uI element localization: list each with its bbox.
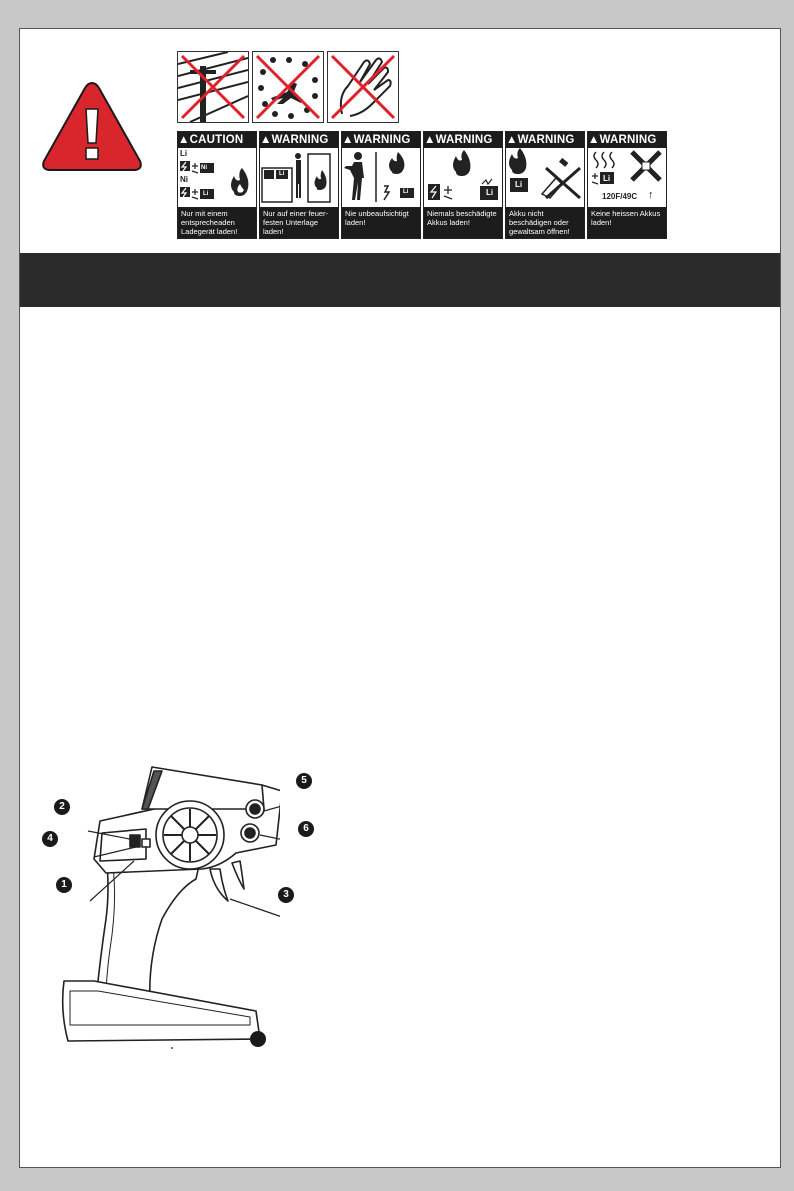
charger-pictogram [178,148,256,206]
callout-blank [250,1031,266,1047]
li-label: Li [180,149,188,158]
warning-triangle-icon: ▲ [588,134,600,146]
damaged-battery-pictogram [424,148,502,206]
warning-card-damaged-battery [423,131,503,239]
temperature-label: 120F/49C [602,192,638,201]
manual-page [19,28,781,1168]
li-label: Li [603,174,611,183]
warning-card-fireproof-surface [259,131,339,239]
alert-triangle-icon [40,79,144,175]
fireproof-pictogram [260,148,338,206]
warning-card-unattended [341,131,421,239]
warning-triangle-icon: ▲ [260,134,272,146]
card-header: WARNING [517,134,575,146]
warning-triangle-icon: ▲ [506,134,518,146]
warning-triangle-icon: ▲ [178,134,190,146]
section-banner [20,253,780,307]
li-label: Li [403,189,409,195]
card-header: WARNING [271,134,329,146]
do-not-open-pictogram [506,148,584,206]
callout-2: 2 [54,799,70,815]
hot-battery-pictogram [588,148,666,206]
card-header: WARNING [599,134,657,146]
callout-6: 6 [298,821,314,837]
li-label: Li [279,171,285,177]
prohibit-power-lines-icon [177,51,249,123]
card-text: Akku nicht beschädigen oder gewaltsam öffnen! [506,207,584,238]
unattended-pictogram [342,148,420,206]
card-text: Nie unbeaufsichtigt laden! [342,207,420,238]
caution-card-charger [177,131,257,239]
li-label: Li [486,188,494,197]
card-header: WARNING [353,134,411,146]
callout-5: 5 [296,773,312,789]
remote-controller-illustration [50,749,280,1049]
ni-label: Ni [201,165,207,171]
card-text: Nur mit einem entsprecheaden Ladegerät laden! [178,207,256,238]
li-label: Li [515,180,523,189]
warning-card-hot-battery [587,131,667,239]
callout-3: 3 [278,887,294,903]
card-header: WARNING [435,134,493,146]
warning-card-do-not-open [505,131,585,239]
prohibit-hand-icon [327,51,399,123]
warning-triangle-icon: ▲ [342,134,354,146]
card-text: Keine heissen Akkus laden! [588,207,666,238]
prohibit-airfield-icon [252,51,324,123]
li-label: Li [203,191,209,197]
card-header: CAUTION [189,134,244,146]
card-text: Niemals beschädigte Akkus laden! [424,207,502,238]
arrow-up-icon: ↑ [648,189,654,201]
ni-label: Ni [180,175,188,184]
callout-1: 1 [56,877,72,893]
warning-triangle-icon: ▲ [424,134,436,146]
card-text: Nur auf einer feuer- festen Unterlage laden! [260,207,338,238]
callout-4: 4 [42,831,58,847]
